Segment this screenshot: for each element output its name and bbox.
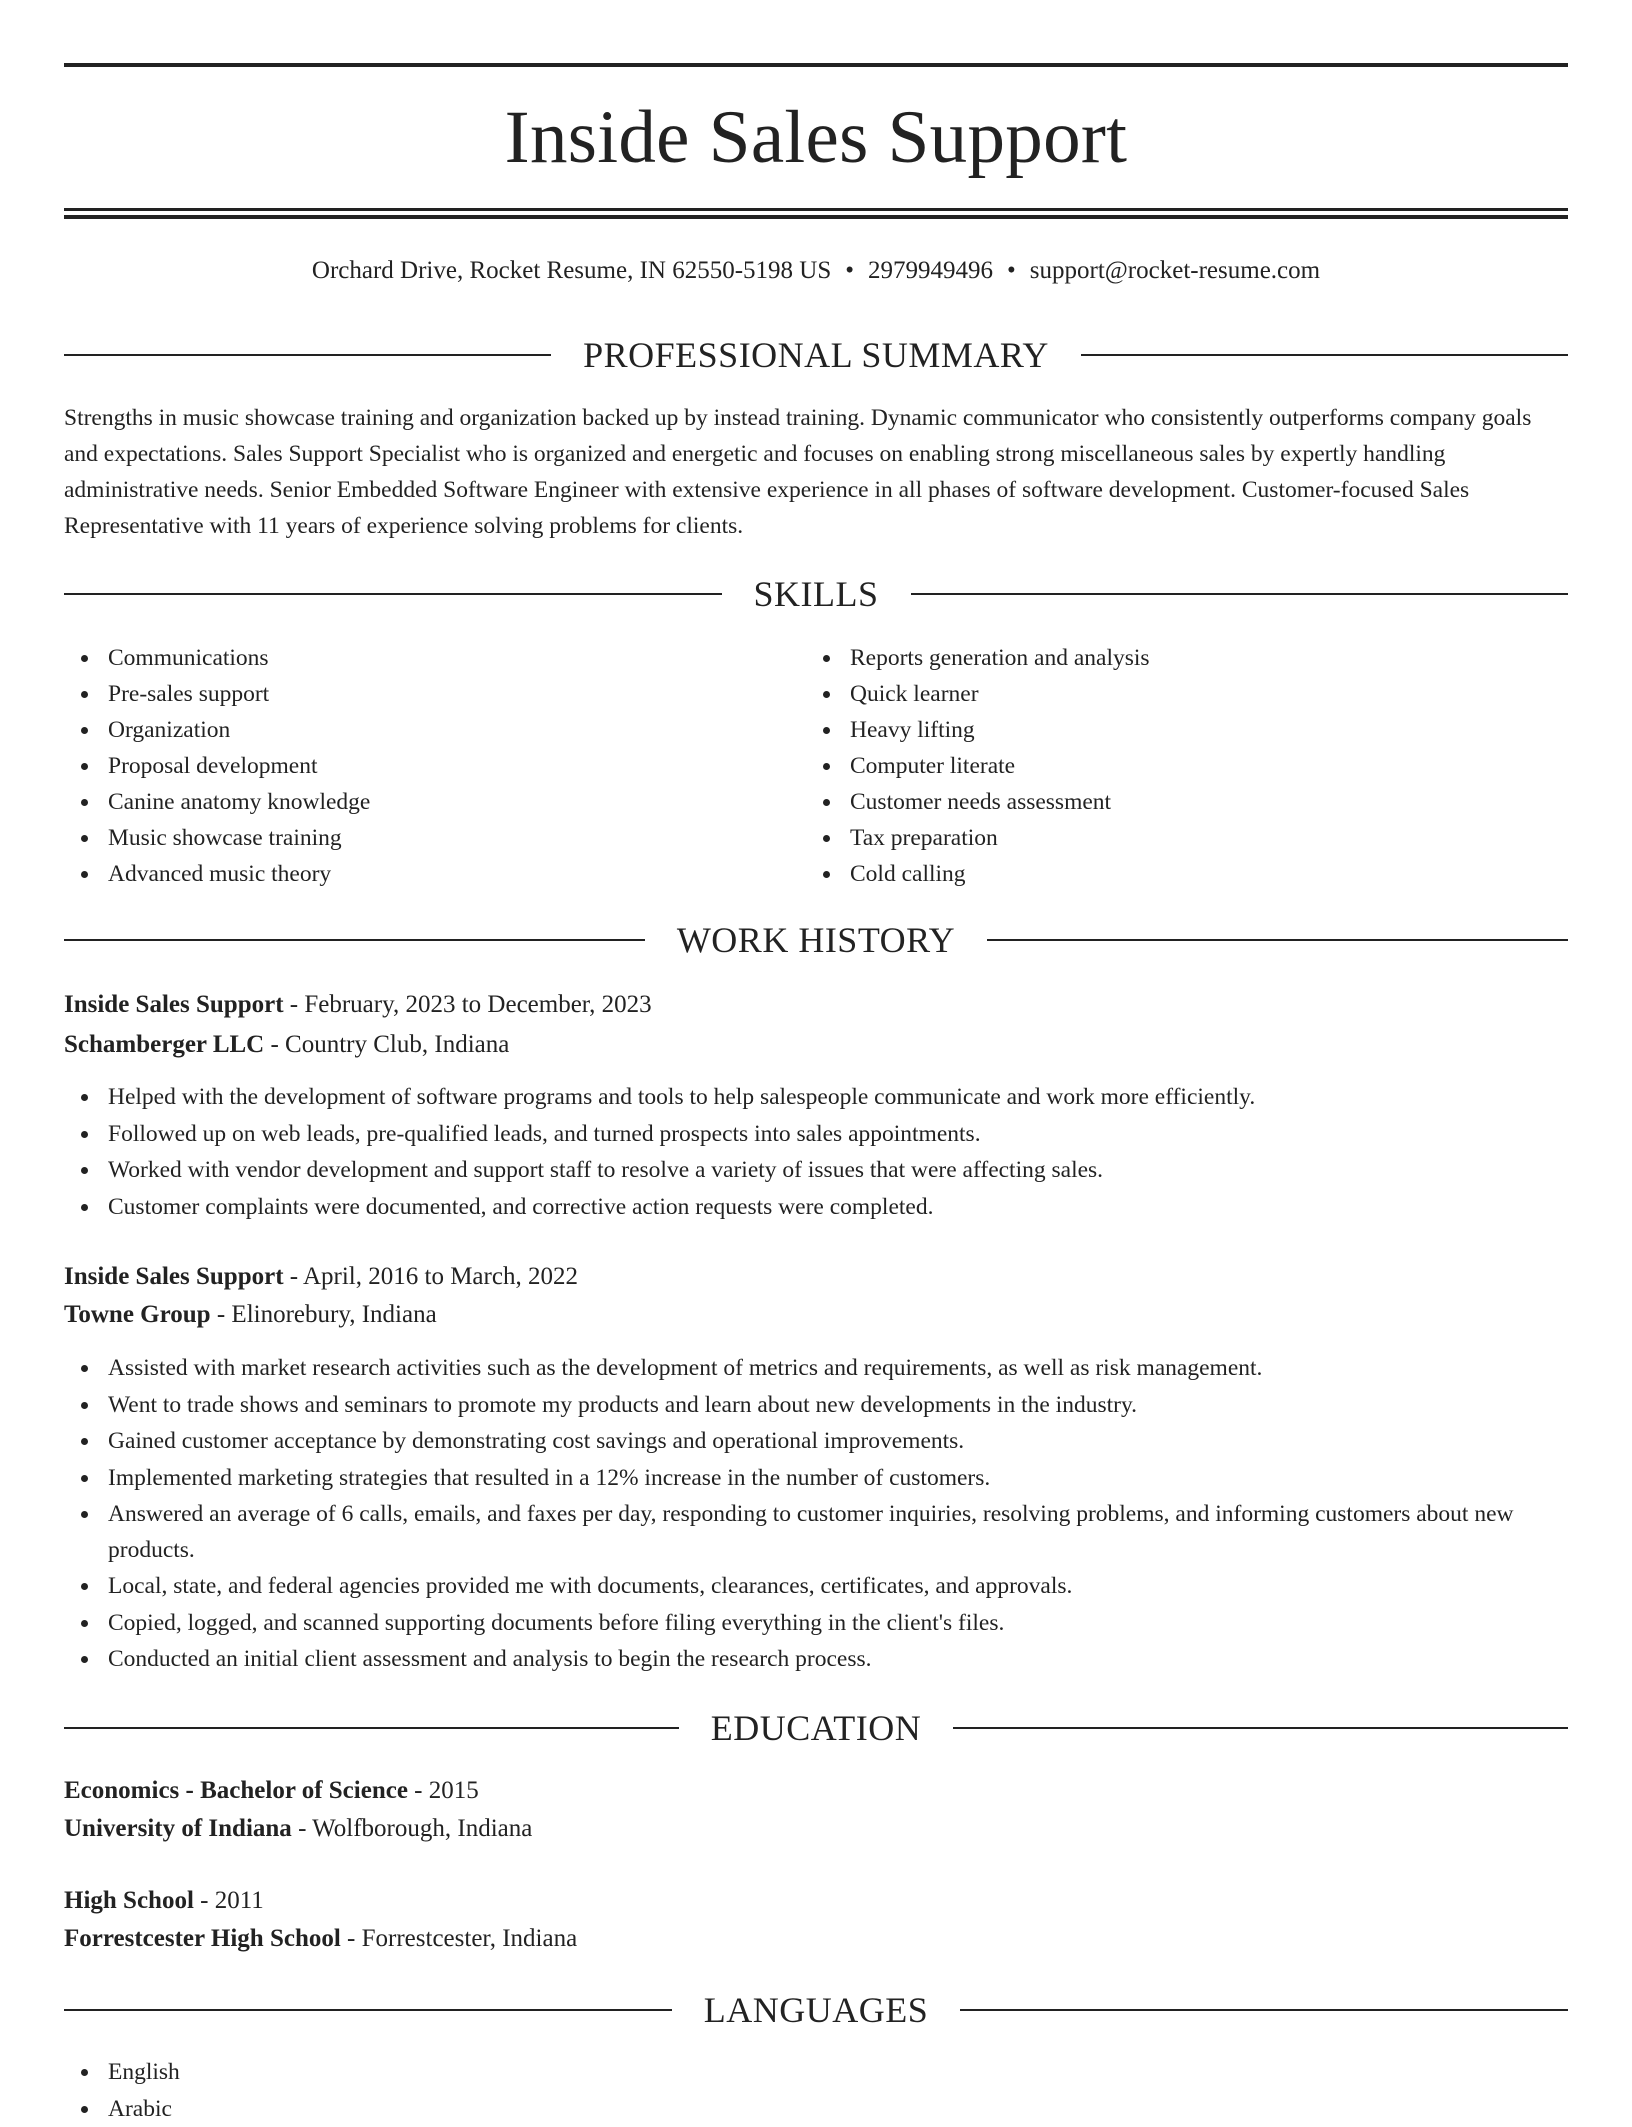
- job-duty: Followed up on web leads, pre-qualified leads, and turned prospects into sales appointments.: [64, 1116, 1568, 1153]
- education-year: - 2011: [194, 1887, 264, 1914]
- job-duty: Answered an average of 6 calls, emails, and faxes per day, responding to customer inquiries, resolving problems, and informing customers about new products.: [64, 1496, 1568, 1568]
- summary-text: Strengths in music showcase training and organization backed up by instead training. Dynamic communicator who consistently outperforms company goals and expectations. Sales Support Specialist who is organized and energetic and focuses on enabling strong miscellaneous sales by expertly handling administrative needs. Senior Embedded Software Engineer with extensive experience in all phases of software development. Customer-focused Sales Representative with 11 years of experience solving problems for clients.: [64, 400, 1568, 544]
- job-dates: - April, 2016 to March, 2022: [284, 1263, 578, 1290]
- job-duties: [64, 1350, 1568, 1678]
- education-degree: Economics - Bachelor of Science: [64, 1777, 408, 1804]
- education-school: University of Indiana: [64, 1815, 292, 1842]
- education-degree-line: [64, 1773, 1568, 1809]
- section-title-work: WORK HISTORY: [645, 918, 987, 962]
- section-heading-education: [64, 1706, 1568, 1750]
- job-company-line: [64, 1027, 1568, 1063]
- job-duties: [64, 1079, 1568, 1225]
- contact-separator: •: [993, 254, 1030, 288]
- languages-list: [64, 2054, 1568, 2127]
- education-year: - 2015: [408, 1777, 479, 1804]
- language-item: Arabic: [64, 2091, 1568, 2127]
- contact-address: Orchard Drive, Rocket Resume, IN 62550-5198 US: [312, 257, 831, 284]
- section-title-skills: SKILLS: [722, 572, 911, 616]
- heading-rule-right: [987, 939, 1568, 941]
- heading-rule-left: [64, 354, 551, 356]
- education-location: - Wolfborough, Indiana: [292, 1815, 533, 1842]
- skill-item: Proposal development: [64, 748, 806, 784]
- skill-item: Canine anatomy knowledge: [64, 784, 806, 820]
- contact-separator: •: [831, 254, 868, 288]
- contact-phone: 2979949496: [868, 257, 993, 284]
- section-heading-work: [64, 918, 1568, 962]
- section-heading-languages: [64, 1988, 1568, 2032]
- job-title: Inside Sales Support: [64, 991, 284, 1018]
- job-dates: - February, 2023 to December, 2023: [284, 991, 652, 1018]
- education-school-line: [64, 1811, 1568, 1847]
- job-title: Inside Sales Support: [64, 1263, 284, 1290]
- education-school: Forrestcester High School: [64, 1925, 341, 1952]
- education-location: - Forrestcester, Indiana: [341, 1925, 577, 1952]
- section-title-education: EDUCATION: [679, 1706, 953, 1750]
- job-location: - Country Club, Indiana: [264, 1031, 509, 1058]
- skills-list: [64, 640, 1568, 892]
- skill-item: Heavy lifting: [806, 712, 1548, 748]
- contact-email: support@rocket-resume.com: [1030, 257, 1320, 284]
- title-rule-lower: [64, 215, 1568, 219]
- skills-column-left: [64, 640, 806, 892]
- skill-item: Computer literate: [806, 748, 1548, 784]
- skill-item: Tax preparation: [806, 820, 1548, 856]
- heading-rule-left: [64, 1727, 679, 1729]
- heading-rule-right: [960, 2009, 1568, 2011]
- job-duty: Assisted with market research activities such as the development of metrics and requirements, as well as risk management.: [64, 1350, 1568, 1387]
- language-item: English: [64, 2054, 1568, 2091]
- skills-column-right: [806, 640, 1548, 892]
- job-duty: Went to trade shows and seminars to promote my products and learn about new developments in the industry.: [64, 1387, 1568, 1424]
- skill-item: Reports generation and analysis: [806, 640, 1548, 676]
- job-company: Schamberger LLC: [64, 1031, 264, 1058]
- skill-item: Quick learner: [806, 676, 1548, 712]
- job-duty: Copied, logged, and scanned supporting documents before filing everything in the client's files.: [64, 1605, 1568, 1642]
- section-heading-skills: [64, 572, 1568, 616]
- heading-rule-left: [64, 593, 722, 595]
- contact-line: [64, 254, 1568, 288]
- skill-item: Communications: [64, 640, 806, 676]
- job-duty: Customer complaints were documented, and corrective action requests were completed.: [64, 1189, 1568, 1226]
- job-company-line: [64, 1297, 1568, 1333]
- resume-title: Inside Sales Support: [64, 92, 1568, 184]
- heading-rule-right: [1081, 354, 1568, 356]
- heading-rule-left: [64, 2009, 672, 2011]
- job-title-line: [64, 987, 1568, 1023]
- job-duty: Worked with vendor development and support staff to resolve a variety of issues that were affecting sales.: [64, 1152, 1568, 1189]
- job-location: - Elinorebury, Indiana: [211, 1301, 437, 1328]
- job-duty: Implemented marketing strategies that resulted in a 12% increase in the number of customers.: [64, 1460, 1568, 1497]
- job-duty: Helped with the development of software programs and tools to help salespeople communicate and work more efficiently.: [64, 1079, 1568, 1116]
- heading-rule-left: [64, 939, 645, 941]
- skill-item: Advanced music theory: [64, 856, 806, 892]
- job-duty: Local, state, and federal agencies provided me with documents, clearances, certificates, and approvals.: [64, 1568, 1568, 1605]
- section-heading-summary: [64, 333, 1568, 377]
- heading-rule-right: [953, 1727, 1568, 1729]
- education-degree-line: [64, 1883, 1568, 1919]
- heading-rule-right: [911, 593, 1569, 595]
- top-rule: [64, 63, 1568, 67]
- skill-item: Music showcase training: [64, 820, 806, 856]
- skill-item: Organization: [64, 712, 806, 748]
- skill-item: Pre-sales support: [64, 676, 806, 712]
- skill-item: Customer needs assessment: [806, 784, 1548, 820]
- job-duty: Conducted an initial client assessment and analysis to begin the research process.: [64, 1641, 1568, 1678]
- section-title-summary: PROFESSIONAL SUMMARY: [551, 333, 1081, 377]
- job-title-line: [64, 1259, 1568, 1295]
- job-company: Towne Group: [64, 1301, 211, 1328]
- section-title-languages: LANGUAGES: [672, 1988, 961, 2032]
- education-degree: High School: [64, 1887, 194, 1914]
- skill-item: Cold calling: [806, 856, 1548, 892]
- job-duty: Gained customer acceptance by demonstrating cost savings and operational improvements.: [64, 1423, 1568, 1460]
- education-school-line: [64, 1921, 1568, 1957]
- title-rule-upper: [64, 208, 1568, 211]
